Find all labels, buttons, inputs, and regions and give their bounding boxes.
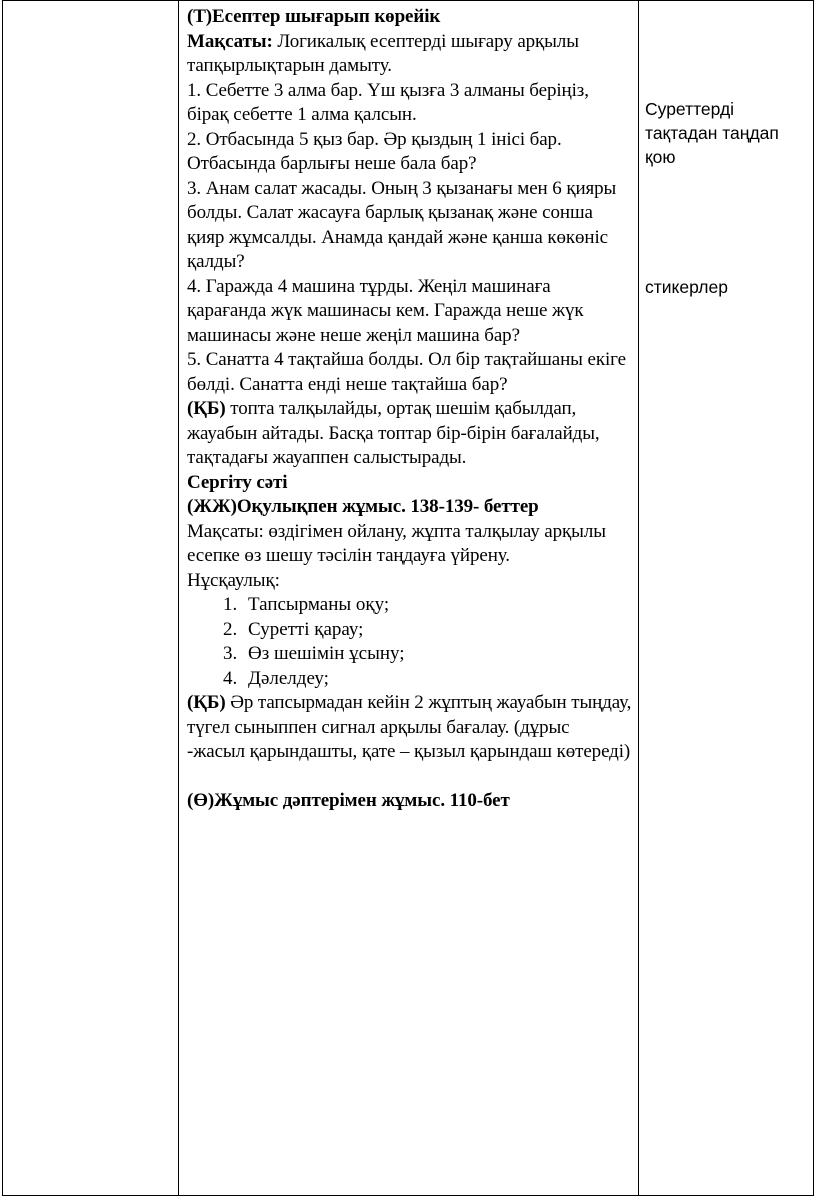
problem-item: 3. Анам салат жасады. Оның 3 қызанағы мен 6 қияры болды. Салат жасауға барлық қызанақ және сонша қияр жұмсалды. Анамда қандай және қанша көкөніс қалды? bbox=[187, 177, 617, 272]
instruction-steps bbox=[187, 593, 632, 691]
section-title-problems: (Т)Есептер шығарып көрейік bbox=[187, 6, 441, 27]
goal-paragraph bbox=[187, 30, 632, 79]
resource-note: Суреттерді тақтадан таңдап қою bbox=[645, 99, 779, 167]
activity-cell bbox=[179, 1, 639, 1196]
section-title-workbook: (Ө)Жұмыс дәптерімен жұмыс. 110-бет bbox=[187, 790, 510, 811]
resources-cell bbox=[639, 1, 814, 1196]
assessment-label: (ҚБ) bbox=[187, 398, 226, 419]
goal-label: Мақсаты: bbox=[187, 30, 273, 52]
stage-cell bbox=[3, 1, 179, 1196]
instructions-label: Нұсқаулық: bbox=[187, 569, 280, 591]
problem-item: 5. Санатта 4 тақтайша болды. Ол бір тақтайшаны екіге бөлді. Санатта енді неше тақтайша бар? bbox=[187, 349, 626, 395]
break-title: Сергіту сәті bbox=[187, 471, 288, 493]
problem-item: 1. Себетте 3 алма бар. Үш қызға 3 алманы беріңіз, бірақ себетте 1 алма қалсын. bbox=[187, 79, 589, 125]
problem-item: 4. Гаражда 4 машина тұрды. Жеңіл машинаға қарағанда жүк машинасы кем. Гаражда неше жүк машинасы және неше жеңіл машина бар? bbox=[187, 275, 584, 346]
assessment-text: Әр тапсырмадан кейін 2 жұптың жауабын тыңдау, түгел сыныппен сигнал арқылы бағалау. (дұрыс -жасыл қарындашты, қате – қызыл қарындаш көтереді) bbox=[187, 692, 632, 762]
list-item: 4. Дәлелдеу; bbox=[242, 667, 632, 692]
goal-text: Логикалық есептерді шығару арқылы тапқырлықтарын дамыту. bbox=[187, 30, 579, 76]
table-row bbox=[3, 1, 814, 1196]
pair-assessment-paragraph bbox=[187, 691, 632, 765]
textbook-goal: Мақсаты: өздігімен ойлану, жұпта талқылау арқылы есепке өз шешу тәсілін таңдауға үйрену. bbox=[187, 520, 606, 566]
resource-note: стикерлер bbox=[645, 277, 728, 297]
assessment-text: топта талқылайды, ортақ шешім қабылдап, жауабын айтады. Басқа топтар бір-бірін бағалайды, тақтадағы жауаппен салыстырады. bbox=[187, 398, 600, 468]
assessment-paragraph bbox=[187, 397, 632, 471]
section-title-textbook: (ЖЖ)Оқулықпен жұмыс. 138-139- беттер bbox=[187, 496, 539, 517]
blank-line bbox=[187, 765, 632, 790]
problem-item: 2. Отбасында 5 қыз бар. Әр қыздың 1 інісі бар. Отбасында барлығы неше бала бар? bbox=[187, 128, 562, 174]
assessment-label: (ҚБ) bbox=[187, 692, 226, 713]
list-item: 2. Суретті қарау; bbox=[242, 618, 632, 643]
list-item: 1. Тапсырманы оқу; bbox=[242, 593, 632, 618]
list-item: 3. Өз шешімін ұсыну; bbox=[242, 642, 632, 667]
lesson-table bbox=[2, 0, 814, 1196]
